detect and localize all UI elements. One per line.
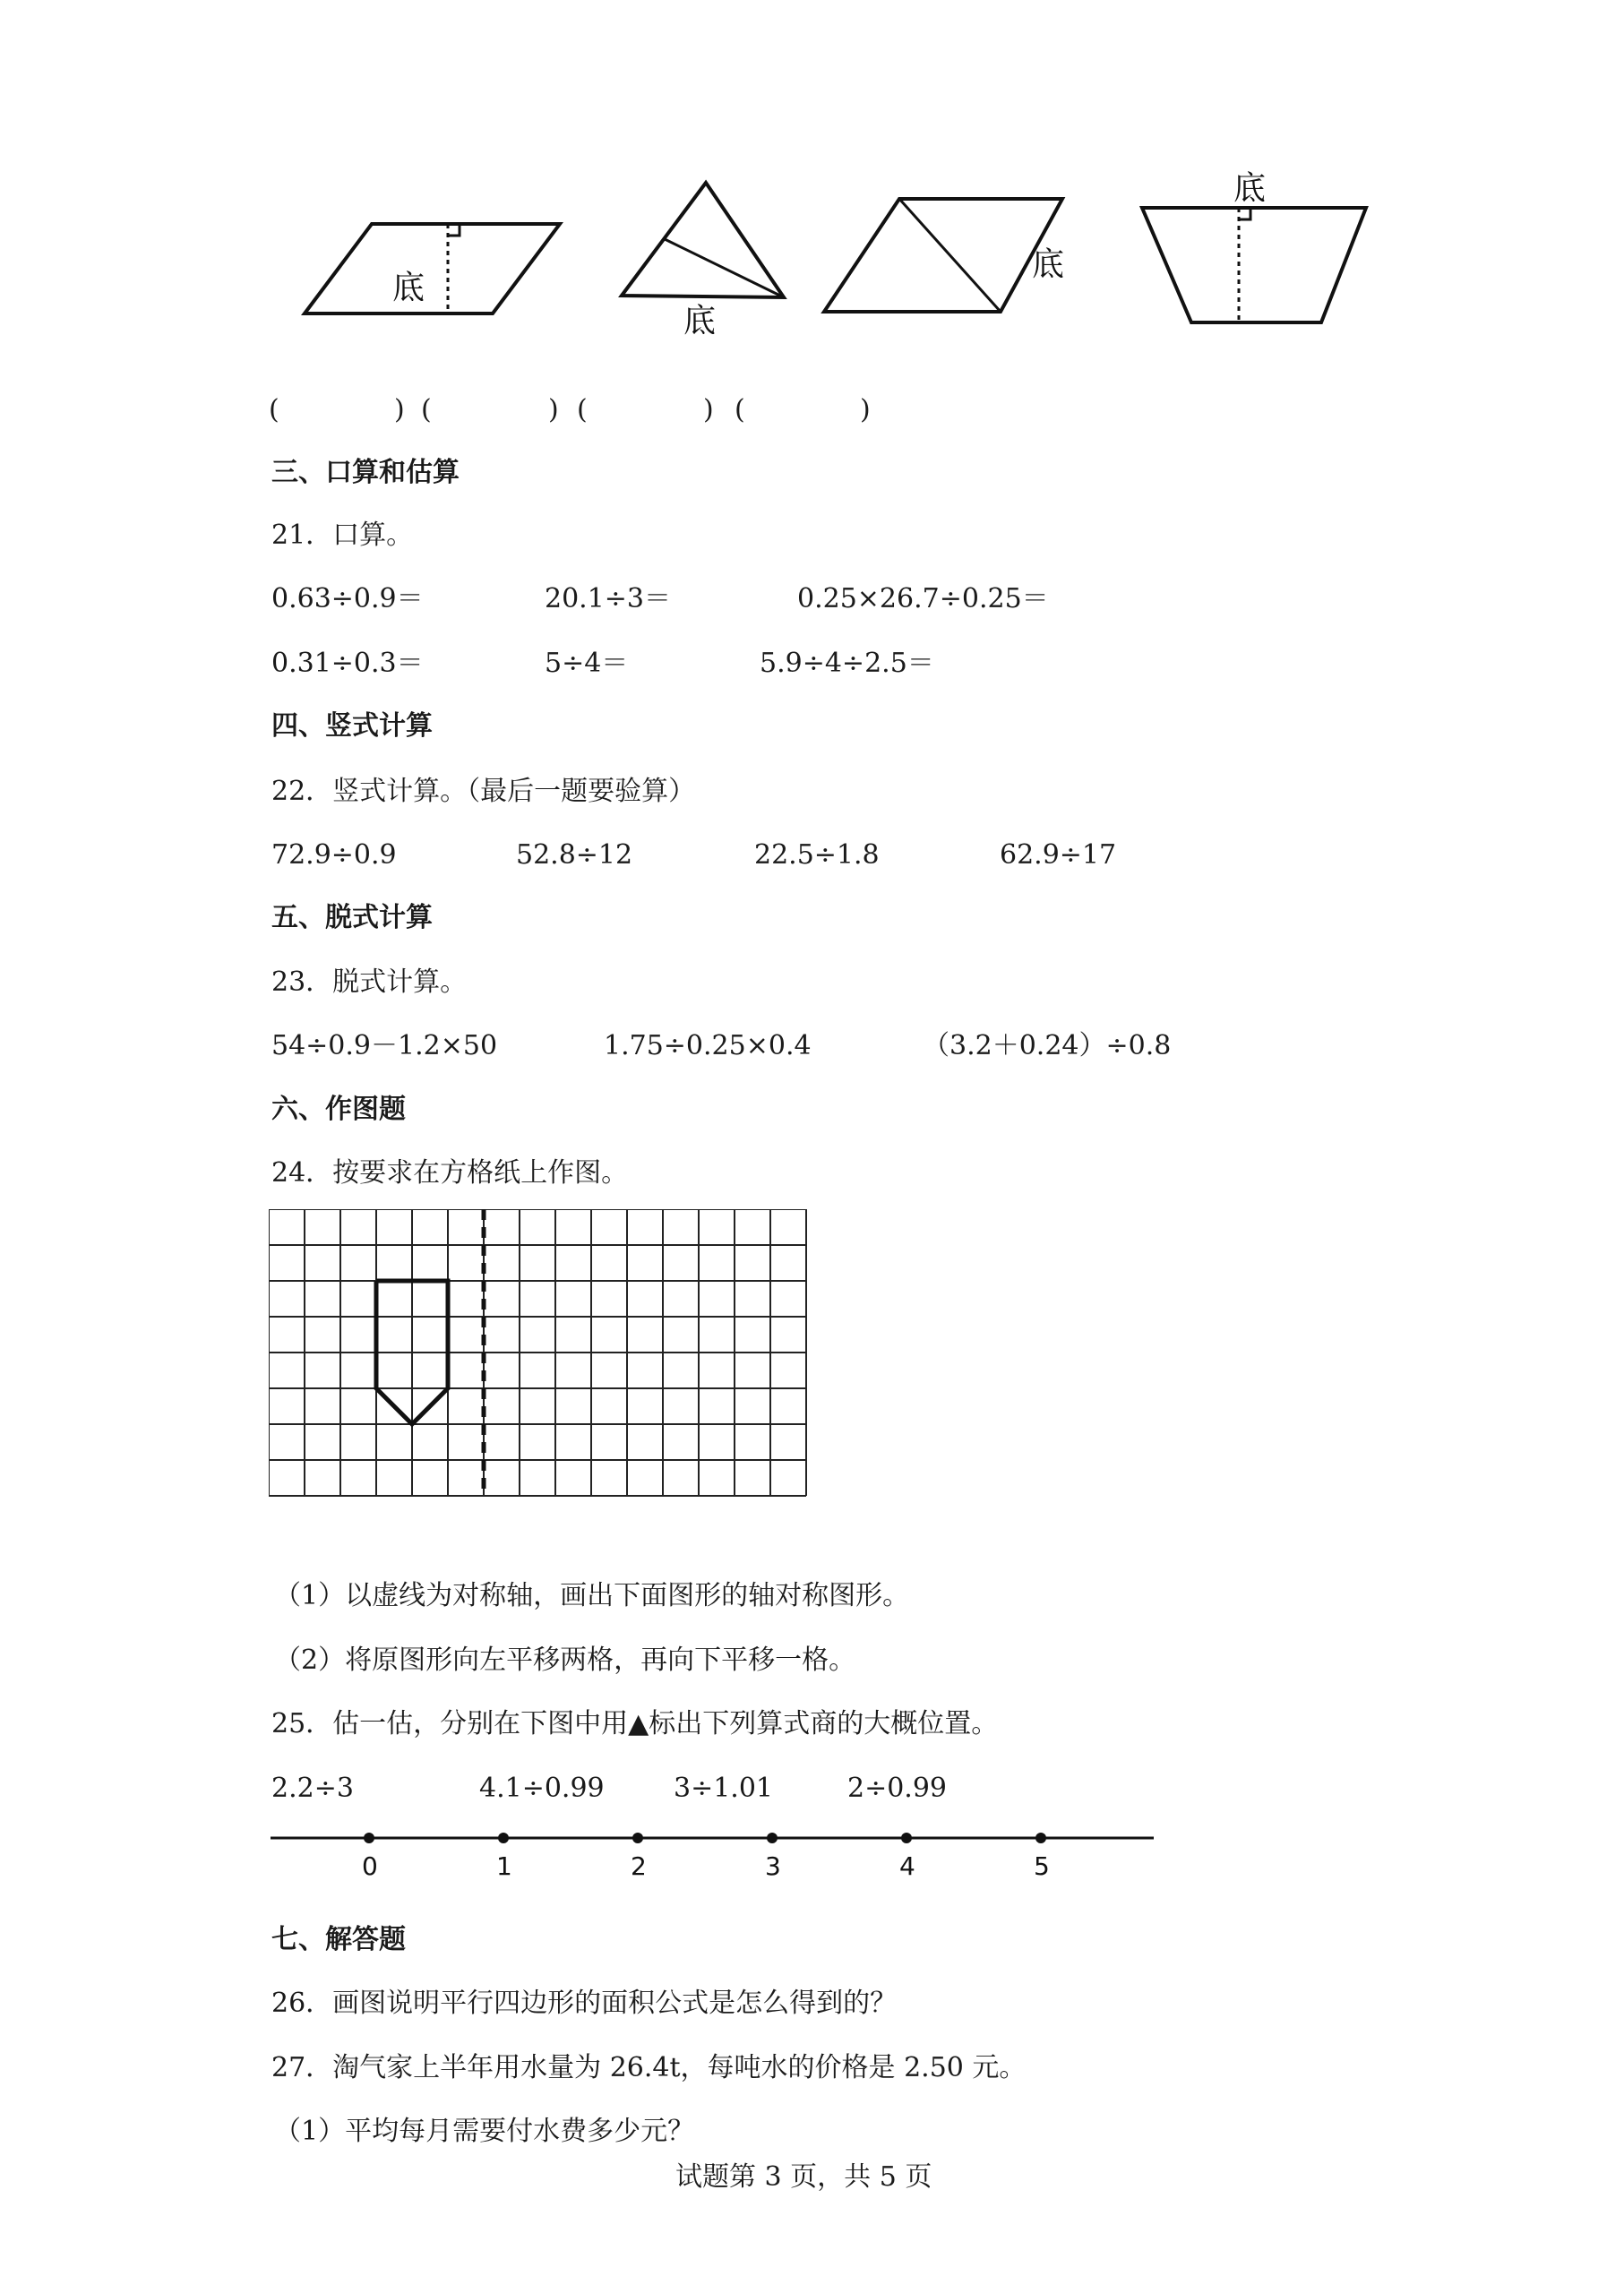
page-footer: 试题第 3 页，共 5 页 bbox=[675, 2161, 932, 2193]
q22-item: 62.9÷17 bbox=[1000, 839, 1117, 871]
base-label-2: 底 bbox=[683, 303, 717, 339]
number-line-point bbox=[632, 1833, 643, 1843]
q21-item: 20.1÷3＝ bbox=[545, 583, 672, 614]
answer-blank-1-open: ( bbox=[269, 394, 279, 425]
number-line-label: 2 bbox=[631, 1851, 647, 1881]
q27-part-1: （1）平均每月需要付水费多少元？ bbox=[274, 2116, 695, 2147]
number-line-point bbox=[498, 1833, 509, 1843]
answer-blank-4-close: ) bbox=[860, 394, 871, 425]
answer-blank-4-open: ( bbox=[735, 394, 745, 425]
q23-item: （3.2＋0.24）÷0.8 bbox=[923, 1030, 1172, 1061]
q22-item: 22.5÷1.8 bbox=[754, 839, 880, 871]
number-line-point bbox=[767, 1833, 778, 1843]
q24-part-2: （2）将原图形向左平移两格，再向下平移一格。 bbox=[274, 1645, 856, 1676]
shapes-figure bbox=[269, 161, 1397, 349]
q22-item: 72.9÷0.9 bbox=[271, 839, 397, 871]
q25-item: 2.2÷3 bbox=[271, 1773, 354, 1804]
parallelogram-with-diagonal bbox=[824, 199, 1065, 312]
q27-prompt: 27．淘气家上半年用水量为 26.4t，每吨水的价格是 2.50 元。 bbox=[271, 2052, 1027, 2083]
number-line-point bbox=[1035, 1833, 1046, 1843]
answer-blank-3-open: ( bbox=[577, 394, 588, 425]
number-line-label: 0 bbox=[362, 1851, 378, 1881]
section-5-title: 五、脱式计算 bbox=[271, 902, 433, 933]
q21-item: 0.63÷0.9＝ bbox=[271, 583, 424, 614]
q21-item: 5.9÷4÷2.5＝ bbox=[760, 648, 934, 679]
q25-item: 3÷1.01 bbox=[674, 1773, 774, 1804]
q21-item: 5÷4＝ bbox=[545, 648, 629, 679]
number-line-label: 1 bbox=[496, 1851, 512, 1881]
q25-item: 2÷0.99 bbox=[847, 1773, 948, 1804]
number-line-point bbox=[901, 1833, 912, 1843]
q26-prompt: 26．画图说明平行四边形的面积公式是怎么得到的？ bbox=[271, 1988, 898, 2019]
base-label-3: 底 bbox=[1032, 246, 1065, 283]
base-label-4: 底 bbox=[1233, 170, 1267, 207]
number-line-label: 4 bbox=[899, 1851, 915, 1881]
base-label-1: 底 bbox=[392, 270, 425, 306]
grid-paper bbox=[269, 1209, 815, 1505]
q21-prompt: 21．口算。 bbox=[271, 520, 414, 551]
section-3-title: 三、口算和估算 bbox=[271, 457, 460, 488]
parallelogram-with-height bbox=[305, 224, 560, 313]
section-6-title: 六、作图题 bbox=[271, 1094, 406, 1125]
number-line bbox=[269, 1818, 1164, 1908]
q21-item: 0.31÷0.3＝ bbox=[271, 648, 424, 679]
q24-part-1: （1）以虚线为对称轴，画出下面图形的轴对称图形。 bbox=[274, 1580, 910, 1611]
number-line-label: 5 bbox=[1034, 1851, 1050, 1881]
answer-blank-3-close: ) bbox=[703, 394, 714, 425]
triangle-with-height bbox=[622, 183, 784, 297]
trapezoid-with-height bbox=[1142, 208, 1366, 322]
q25-prompt: 25．估一估，分别在下图中用▲标出下列算式商的大概位置。 bbox=[271, 1708, 999, 1739]
q23-item: 1.75÷0.25×0.4 bbox=[604, 1030, 812, 1061]
number-line-label: 3 bbox=[765, 1851, 781, 1881]
section-7-title: 七、解答题 bbox=[271, 1924, 406, 1955]
q23-prompt: 23．脱式计算。 bbox=[271, 966, 468, 998]
q23-item: 54÷0.9－1.2×50 bbox=[271, 1030, 498, 1061]
q21-item: 0.25×26.7÷0.25＝ bbox=[797, 583, 1049, 614]
number-line-point bbox=[364, 1833, 374, 1843]
q25-item: 4.1÷0.99 bbox=[479, 1773, 605, 1804]
q24-prompt: 24．按要求在方格纸上作图。 bbox=[271, 1157, 629, 1189]
answer-blank-1-close: ) bbox=[394, 394, 405, 425]
answer-blank-2-open: ( bbox=[421, 394, 432, 425]
q22-prompt: 22．竖式计算。（最后一题要验算） bbox=[271, 776, 696, 807]
q22-item: 52.8÷12 bbox=[516, 839, 633, 871]
answer-blank-2-close: ) bbox=[548, 394, 559, 425]
section-4-title: 四、竖式计算 bbox=[271, 710, 433, 742]
